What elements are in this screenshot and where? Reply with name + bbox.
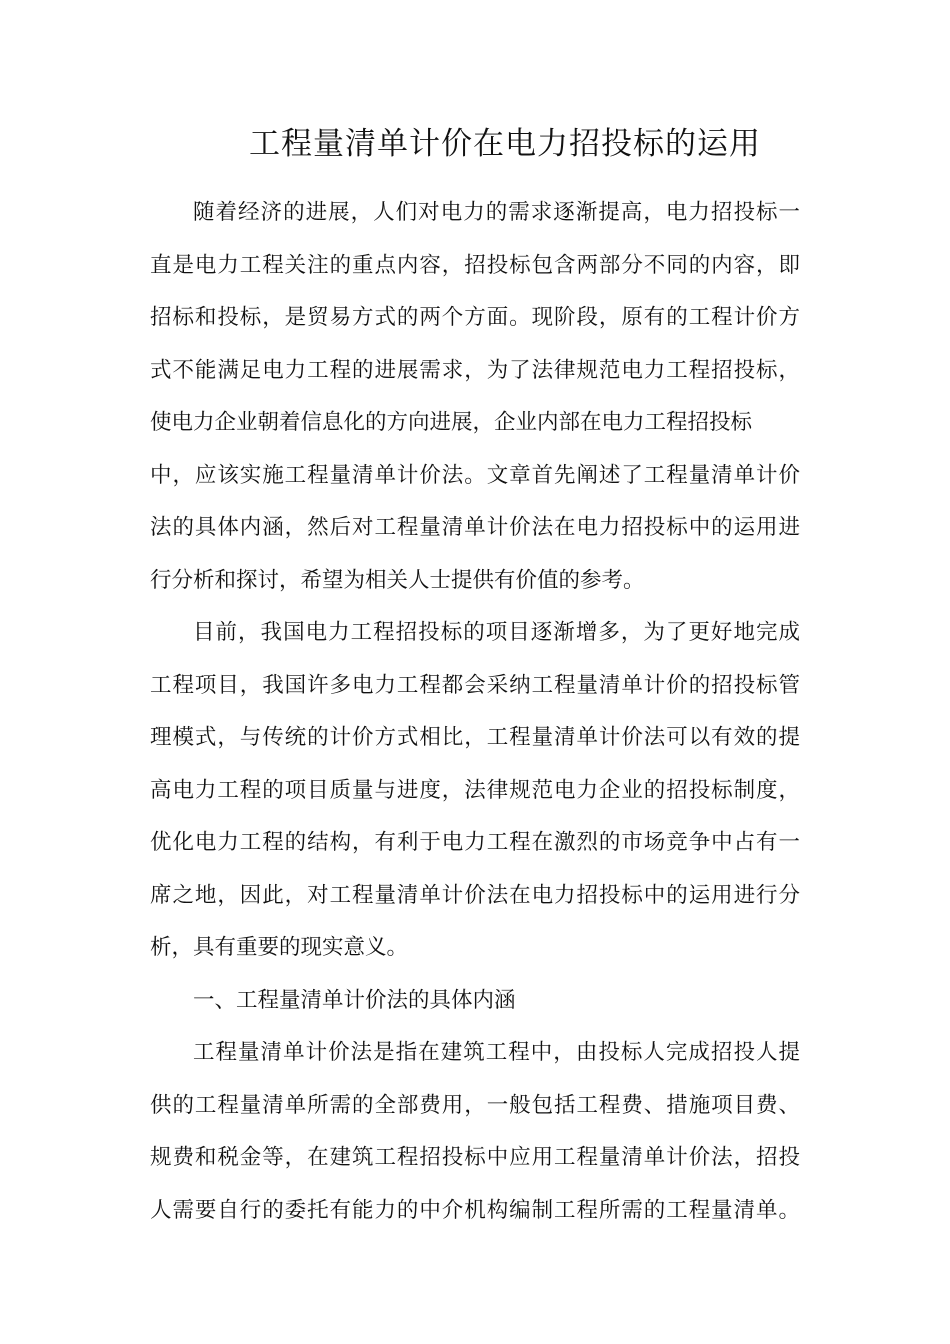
- paragraph-line: 优化电力工程的结构，有利于电力工程在激烈的市场竞争中占有一: [150, 830, 800, 855]
- document-title: 工程量清单计价在电力招投标的运用: [249, 126, 761, 162]
- paragraph-background: [150, 607, 800, 975]
- paragraph-line: 规费和税金等，在建筑工程招投标中应用工程量清单计价法，招投: [150, 1145, 800, 1170]
- paragraph-intro: [150, 187, 800, 607]
- paragraph-line: 法的具体内涵，然后对工程量清单计价法在电力招投标中的运用进: [150, 515, 800, 540]
- paragraph-line: 式不能满足电力工程的进展需求，为了法律规范电力工程招投标，: [150, 357, 800, 383]
- section-heading-text: 一、工程量清单计价法的具体内涵: [193, 987, 516, 1013]
- paragraph-line: 理模式，与传统的计价方式相比，工程量清单计价法可以有效的提: [150, 725, 800, 750]
- paragraph-line: 工程量清单计价法是指在建筑工程中，由投标人完成招投人提: [193, 1040, 800, 1065]
- paragraph-line: 席之地，因此，对工程量清单计价法在电力招投标中的运用进行分: [150, 882, 800, 908]
- section-heading: [150, 975, 800, 1028]
- paragraph-line: 招标和投标，是贸易方式的两个方面。现阶段，原有的工程计价方: [150, 305, 800, 330]
- paragraph-line: 工程项目，我国许多电力工程都会采纳工程量清单计价的招投标管: [150, 672, 800, 698]
- paragraph-line: 高电力工程的项目质量与进度，法律规范电力企业的招投标制度，: [150, 777, 800, 803]
- paragraph-line: 供的工程量清单所需的全部费用，一般包括工程费、措施项目费、: [150, 1092, 800, 1118]
- document-body: [150, 187, 800, 1237]
- paragraph-line: 行分析和探讨，希望为相关人士提供有价值的参考。: [150, 567, 645, 593]
- paragraph-line: 直是电力工程关注的重点内容，招投标包含两部分不同的内容，即: [150, 252, 800, 278]
- paragraph-line: 析，具有重要的现实意义。: [150, 935, 409, 960]
- paragraph-line: 人需要自行的委托有能力的中介机构编制工程所需的工程量清单。: [150, 1197, 800, 1223]
- paragraph-definition: [150, 1027, 800, 1237]
- paragraph-line: 中，应该实施工程量清单计价法。文章首先阐述了工程量清单计价: [150, 462, 800, 488]
- paragraph-line: 随着经济的进展，人们对电力的需求逐渐提高，电力招投标一: [193, 200, 800, 225]
- paragraph-line: 使电力企业朝着信息化的方向进展，企业内部在电力工程招投标: [150, 410, 753, 435]
- paragraph-line: 目前，我国电力工程招投标的项目逐渐增多，为了更好地完成: [193, 620, 800, 645]
